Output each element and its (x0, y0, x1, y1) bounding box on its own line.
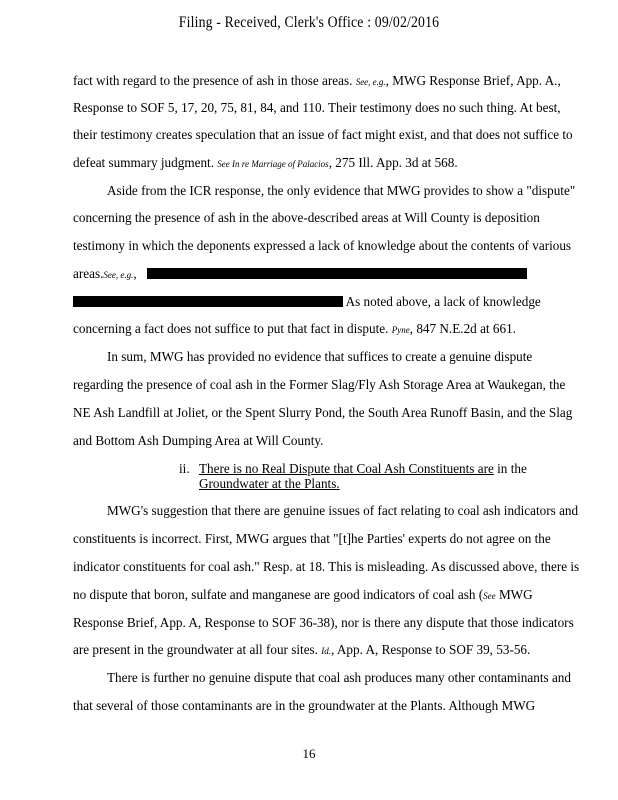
body-line: There is further no genuine dispute that coal ash produces many other contaminants and (107, 670, 571, 685)
body-line: As noted above, a lack of knowledge (73, 294, 593, 310)
body-line: that several of those contaminants are in the groundwater at the Plants. Although MWG (73, 698, 536, 713)
body-line: regarding the presence of coal ash in the Former Slag/Fly Ash Storage Area at Waukegan, the (73, 377, 566, 392)
body-line: and Bottom Ash Dumping Area at Will County. (73, 433, 324, 448)
body-line: no dispute that boron, sulfate and manganese are good indicators of coal ash (See MWG (73, 587, 533, 602)
body-line: constituents is incorrect. First, MWG argues that "[t]he Parties' experts do not agree on the (73, 531, 551, 546)
body-line: concerning a fact does not suffice to put that fact in dispute. Pyne, 847 N.E.2d at 661. (73, 321, 516, 336)
body-line: NE Ash Landfill at Joliet, or the Spent Slurry Pond, the South Area Runoff Basin, and the Slag (73, 405, 573, 420)
page-number: 16 (302, 746, 316, 761)
citation-signal: See (483, 591, 496, 601)
body-line: In sum, MWG has provided no evidence that suffices to create a genuine dispute (107, 349, 533, 364)
body-line: Response to SOF 5, 17, 20, 75, 81, 84, and 110. Their testimony does no such thing. At best, (73, 100, 561, 115)
body-line: are present in the groundwater at all four sites. Id., App. A, Response to SOF 39, 53-56. (73, 642, 531, 657)
heading-text-line2: Groundwater at the Plants. (199, 476, 340, 491)
body-line: concerning the presence of ash in the above-described areas at Will County is deposition (73, 210, 540, 225)
body-line: MWG's suggestion that there are genuine issues of fact relating to coal ash indicators and (107, 503, 579, 518)
citation-signal: See, e.g. (103, 270, 134, 280)
body-line: areas.See, e.g., (73, 266, 593, 283)
case-citation: Pyne (391, 325, 410, 335)
heading-text: There is no Real Dispute that Coal Ash Constituents are (199, 461, 494, 476)
body-line: Aside from the ICR response, the only evidence that MWG provides to show a "dispute" (107, 183, 576, 198)
filing-header: Filing - Received, Clerk's Office : 09/02/2016 (178, 14, 440, 31)
redaction-bar (147, 268, 527, 279)
body-line: indicator constituents for coal ash." Resp. at 18. This is misleading. As discussed above, there is (73, 559, 580, 574)
body-line: defeat summary judgment. See In re Marriage of Palacios, 275 Ill. App. 3d at 568. (73, 155, 458, 170)
citation-signal: See, e.g. (355, 77, 386, 87)
case-citation: See In re Marriage of Palacios (217, 159, 329, 169)
citation-signal: Id. (321, 646, 332, 656)
heading-number: ii. (179, 461, 190, 476)
section-heading: ii. There is no Real Dispute that Coal Ash Constituents are in the Groundwater at the Plants. (179, 461, 579, 491)
body-line: Response Brief, App. A, Response to SOF 36-38), nor is there any dispute that those indicators (73, 615, 574, 630)
body-line: testimony in which the deponents expressed a lack of knowledge about the contents of various (73, 238, 572, 253)
body-line: fact with regard to the presence of ash in those areas. See, e.g., MWG Response Brief, App. A., (73, 73, 561, 88)
redaction-bar (73, 296, 343, 307)
body-line: their testimony creates speculation that an issue of fact might exist, and that does not suffice to (73, 127, 573, 142)
